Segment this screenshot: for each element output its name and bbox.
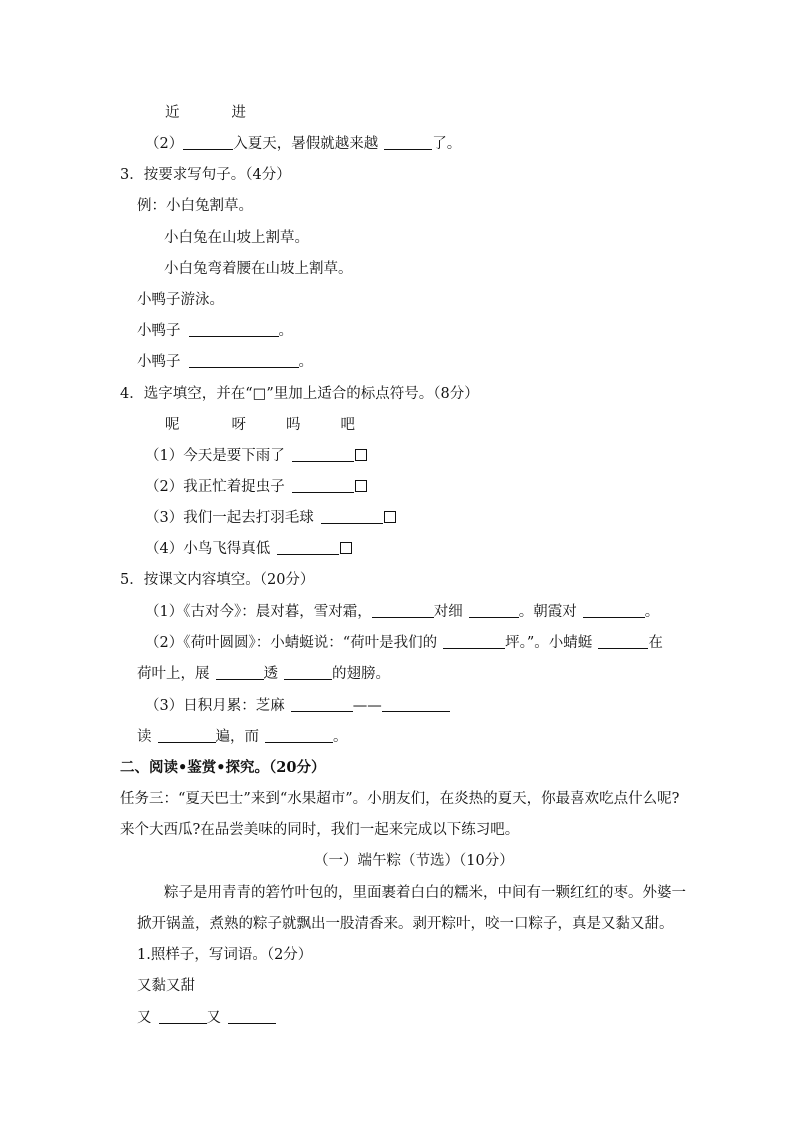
choice-word: 呢	[165, 417, 180, 433]
item-text: （1）今天是要下雨了	[145, 448, 285, 464]
text: （2）《荷叶圆圆》：小蜻蜓说：“荷叶是我们的	[145, 635, 438, 651]
blank[interactable]	[159, 1009, 207, 1024]
text: 的翅膀。	[332, 666, 390, 682]
text: 。	[644, 604, 660, 620]
text: 又	[137, 1010, 152, 1026]
q4-item-4	[145, 540, 352, 558]
punctuation-box[interactable]	[355, 480, 367, 492]
choice-word: 呀	[231, 417, 246, 433]
q4-title: 4．选字填空，并在“□”里加上适合的标点符号。（8分）	[120, 386, 479, 402]
q5-line-5	[137, 728, 348, 746]
blank[interactable]	[443, 634, 505, 649]
word-jin-near: 近	[165, 105, 180, 121]
q5-line-4	[145, 697, 450, 715]
item-text: （2）我正忙着捉虫子	[145, 479, 285, 495]
text: （1）《古对今》：晨对暮，雪对霜，	[145, 604, 372, 620]
punctuation-box[interactable]	[340, 542, 352, 554]
q3-answer-2	[137, 353, 313, 371]
text: （3）日积月累：芝麻	[145, 698, 285, 714]
passage-question-1: 1.照样子，写词语。（2分）	[137, 947, 313, 963]
choice-word: 吧	[340, 417, 355, 433]
q3-title: 3．按要求写句子。（4分）	[120, 167, 291, 183]
q5-line-3	[137, 665, 390, 683]
q4-word-choices	[165, 416, 355, 434]
item-text: （3）我们一起去打羽毛球	[145, 510, 314, 526]
word-blank[interactable]	[292, 447, 354, 462]
punctuation-box[interactable]	[355, 449, 367, 461]
word-blank[interactable]	[292, 478, 354, 493]
word-jin-enter: 进	[231, 105, 246, 121]
dash: ——	[352, 698, 382, 714]
blank[interactable]	[284, 665, 332, 680]
text: 坪。”。小蜻蜓	[505, 635, 593, 651]
item-text: 入夏天，暑假就越来越	[233, 136, 379, 152]
q3-answer-1	[137, 322, 293, 340]
answer-prefix: 小鸭子	[137, 323, 181, 339]
q3-example-2: 小白兔在山坡上割草。	[164, 230, 309, 246]
item-text: （4）小鸟飞得真低	[145, 541, 271, 557]
q3-example-3: 小白兔弯着腰在山坡上割草。	[164, 261, 353, 277]
item-text-end: 了。	[432, 136, 462, 152]
passage-fill-line	[137, 1009, 276, 1027]
answer-blank-1[interactable]	[189, 322, 279, 337]
q4-item-2	[145, 478, 367, 496]
blank[interactable]	[228, 1009, 276, 1024]
blank-1[interactable]	[183, 135, 233, 150]
q5-line-2	[145, 634, 663, 652]
blank[interactable]	[216, 665, 264, 680]
answer-end: 。	[278, 323, 293, 339]
answer-prefix: 小鸭子	[137, 354, 181, 370]
answer-end: 。	[298, 354, 313, 370]
q4-item-1	[145, 447, 367, 465]
text: 在	[648, 635, 663, 651]
text: 。朝霞对	[518, 604, 577, 620]
answer-blank-2[interactable]	[189, 353, 299, 368]
section-2-heading: 二、阅读•鉴赏•探究。（20分）	[120, 759, 326, 776]
text: 遍，而	[215, 729, 259, 745]
passage-line-1: 粽子是用青青的箬竹叶包的，里面裹着白白的糯米，中间有一颗红红的枣。外婆一	[164, 885, 686, 901]
q5-title: 5．按课文内容填空。（20分）	[120, 572, 315, 588]
text: 又	[206, 1010, 221, 1026]
choice-word: 吗	[286, 417, 301, 433]
blank[interactable]	[469, 603, 519, 618]
blank[interactable]	[372, 603, 434, 618]
word-blank[interactable]	[277, 540, 339, 555]
task-3-line-1: 任务三：“夏天巴士”来到“水果超市”。小朋友们，在炎热的夏天，你最喜欢吃点什么呢?	[120, 791, 680, 807]
text: 对细	[433, 604, 463, 620]
blank[interactable]	[291, 697, 353, 712]
passage-title: （一）端午粽（节选）（10分）	[314, 853, 514, 869]
word-blank[interactable]	[321, 509, 383, 524]
item-number: （2）	[145, 136, 184, 152]
text: 荷叶上，展	[137, 666, 210, 682]
blank[interactable]	[598, 634, 648, 649]
blank[interactable]	[158, 728, 216, 743]
task-3-line-2: 来个大西瓜?在品尝美味的同时，我们一起来完成以下练习吧。	[120, 822, 520, 838]
passage-line-2: 掀开锅盖，煮熟的粽子就飘出一股清香来。剥开粽叶，咬一口粽子，真是又黏又甜。	[137, 916, 674, 932]
punctuation-box[interactable]	[384, 511, 396, 523]
blank-2[interactable]	[384, 135, 432, 150]
q4-item-3	[145, 509, 396, 527]
q2-item-2	[145, 135, 461, 153]
blank[interactable]	[583, 603, 645, 618]
q3-sentence: 小鸭子游泳。	[137, 292, 224, 308]
text: 读	[137, 729, 152, 745]
word-pair-row	[165, 104, 246, 122]
passage-example: 又黏又甜	[137, 978, 195, 994]
q5-line-1	[145, 603, 659, 621]
text: 透	[263, 666, 278, 682]
text: 。	[333, 729, 348, 745]
q3-example-1: 例：小白兔割草。	[137, 198, 253, 214]
blank[interactable]	[265, 728, 333, 743]
blank[interactable]	[382, 697, 450, 712]
